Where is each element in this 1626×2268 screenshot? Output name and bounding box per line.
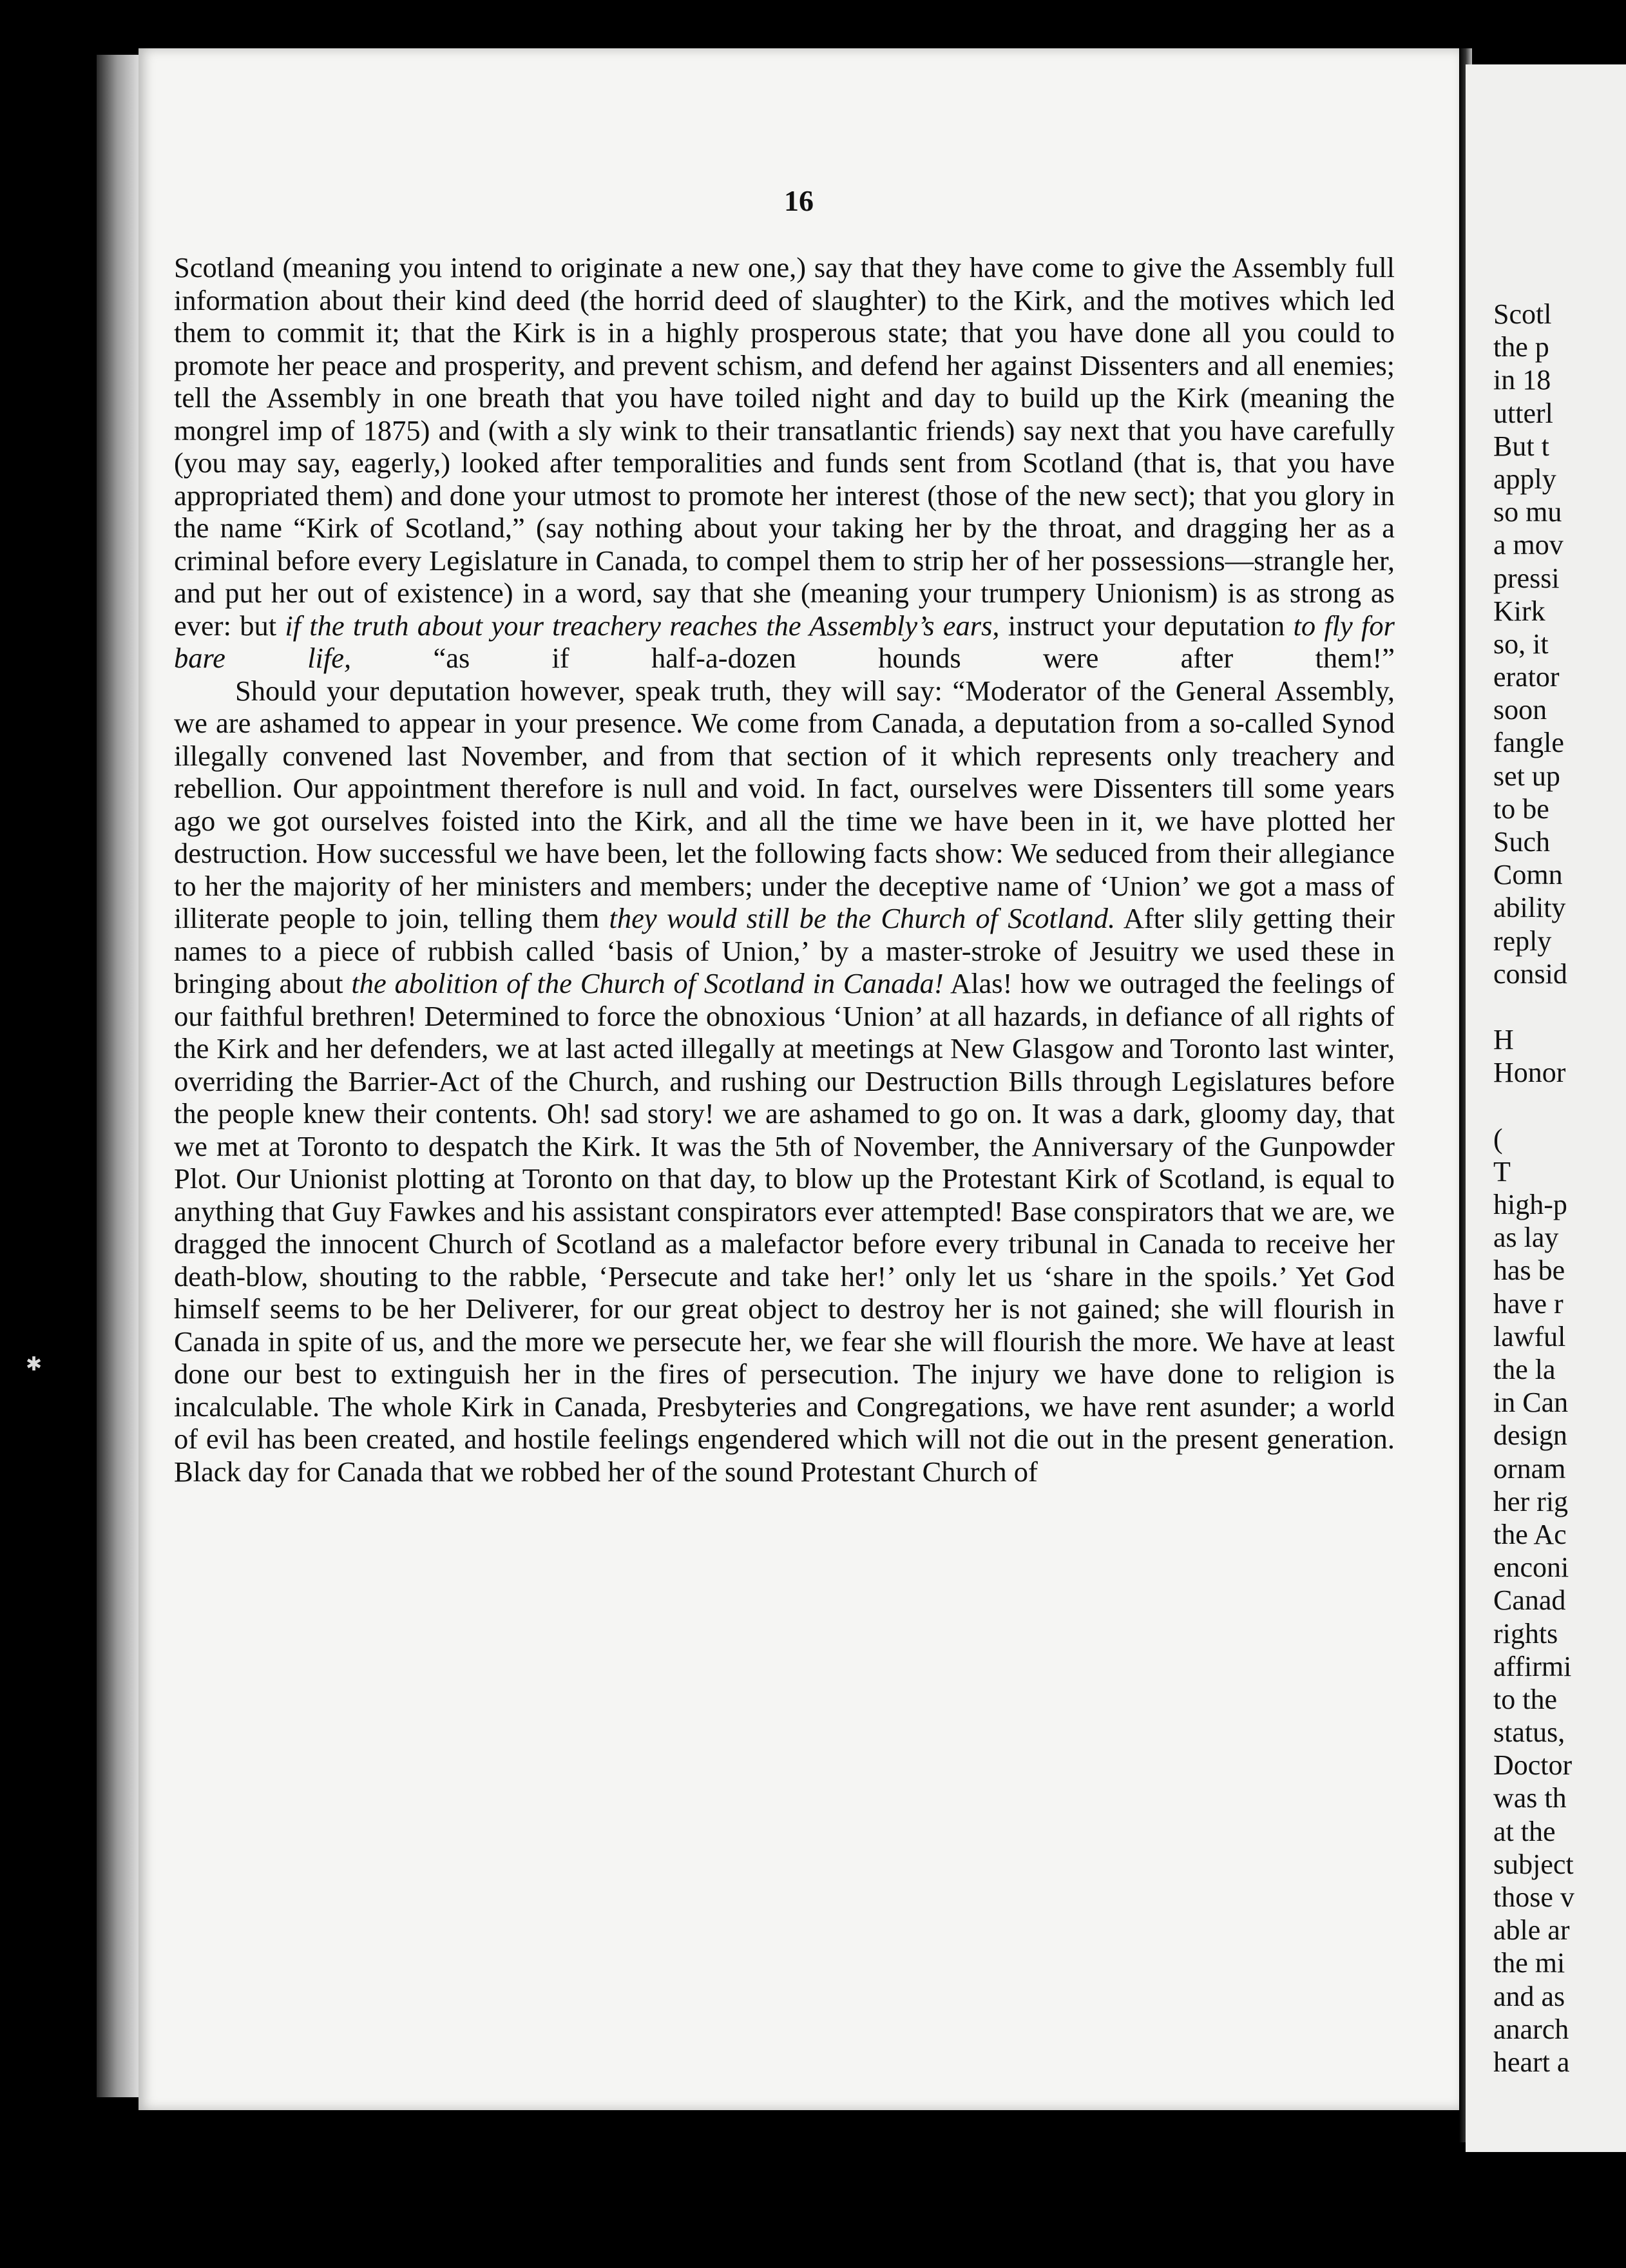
facing-page-line: soon: [1493, 694, 1547, 726]
facing-page-line: consid: [1493, 957, 1567, 990]
italic-text: they would still be the Church of Scotland.: [609, 902, 1116, 934]
facing-page-line: apply: [1493, 463, 1556, 495]
paragraph: [174, 251, 1395, 675]
facing-page-line: Comn: [1493, 859, 1563, 891]
facing-page-line: pressi: [1493, 562, 1560, 594]
facing-page-line: But t: [1493, 430, 1549, 462]
facing-page-line: have r: [1493, 1287, 1564, 1320]
body-text: [174, 251, 1395, 1488]
text-run: After slily getting their names to a piece of rubbish called ‘basis of Union,’ by a master-stroke of Jesuitry we used these in bringing about: [174, 902, 1395, 999]
facing-page-line: H: [1493, 1024, 1514, 1056]
facing-page-line: the la: [1493, 1354, 1556, 1385]
text-run: Scotland (meaning you intend to originate a new one,) say that they have come to give the Assembly full information about their kind deed (the horrid deed of slaughter) to the Kirk, and the motives which led them to commit it; that the Kirk is in a highly prosperous state; that you have done all you could to promote her peace and prosperity, and prevent schism, and defend her against Dissenters and all enemies; tell the Assembly in one breath that you have toiled night and day to build up the Kirk (meaning the mongrel imp of 1875) and (with a sly wink to their transatlantic friends) say next that you have carefully (you may say, eagerly,) looked after temporalities and funds sent from Scotland (that is, that you have appropriated them) and done your utmost to promote her interest (those of the new sect); that you glory in the name “Kirk of Scotland,” (say nothing about your taking her by the throat, and dragging her as a criminal before every Legislature in Canada, to compel them to strip her of her possessions—strangle her, and put her out of existence) in a word, say that she (meaning your trumpery Unionism) is as strong as ever: but: [174, 251, 1395, 642]
italic-text: if the truth about your treachery reaches the Assembly’s ears,: [285, 609, 1000, 642]
facing-page-line: Such: [1493, 826, 1550, 858]
facing-page-line: to the: [1493, 1683, 1557, 1715]
italic-text: the abolition of the Church of Scotland in Canada!: [351, 967, 944, 999]
facing-page-line: high-p: [1493, 1189, 1567, 1221]
facing-page-line: so, it: [1493, 628, 1549, 660]
text-run: Alas! how we outraged the feelings of our faithful brethren! Determined to force the obnoxious ‘Union’ at all hazards, in defiance of all rights of the Kirk and her defenders, we at last acted illegally at meetings at New Glasgow and Toronto last winter, overriding the Barrier-Act of the Church, and rushing our Destruction Bills through Legislatures before the people knew their contents. Oh! sad story! we are ashamed to go on. It was a dark, gloomy day, that we met at Toronto to despatch the Kirk. It was the 5th of November, the Anniversary of the Gunpowder Plot. Our Unionist plotting at Toronto on that day, to blow up the Protestant Kirk of Scotland, is equal to anything that Guy Fawkes and his assistant conspirators ever attempted! Base conspirators that we are, we dragged the innocent Church of Scotland as a malefactor before every tribunal in Canada to receive her death-blow, shouting to the rabble, ‘Persecute and take her!’ only let us ‘share in the spoils.’ Yet God himself seems to be her Deliverer, for our great object to destroy her is not gained; she will flourish in Canada in spite of us, and the more we persecute her, we fear she will flourish the more. We have at least done our best to extinguish her in the fires of persecution. The injury we have done to religion is incalculable. The whole Kirk in Canada, Presbyteries and Congregations, we have rent asunder; a world of evil has been created, and hostile feelings engendered which will not die out in the present generation. Black day for Canada that we robbed her of the sound Protestant Church of: [174, 967, 1395, 1488]
facing-page-line: Kirk: [1493, 595, 1545, 627]
facing-page-line: the Ac: [1493, 1518, 1567, 1550]
page-number: 16: [784, 184, 814, 217]
facing-page-line: utterl: [1493, 397, 1553, 429]
facing-page-line: rights: [1493, 1617, 1558, 1649]
facing-page-line: design: [1493, 1419, 1567, 1452]
facing-page-line: Scotl: [1493, 298, 1552, 330]
facing-page-line: [1493, 990, 1574, 1023]
facing-page-line: heart a: [1493, 2046, 1570, 2078]
facing-page-line: was th: [1493, 1782, 1567, 1814]
facing-page-line: and as: [1493, 1980, 1565, 2012]
facing-page-line: ornam: [1493, 1452, 1566, 1485]
text-run: instruct your deputation: [999, 609, 1294, 642]
facing-page-line: [1493, 1090, 1574, 1122]
text-run: Should your deputation however, speak truth, they will say: “Moderator of the General Assembly, we are ashamed to appear in your presence. We come from Canada, a deputation from a so-called Synod illegally convened last November, and from that section of it which represents only treachery and rebellion. Our appointment therefore is null and void. In fact, ourselves were Dissenters till some years ago we got ourselves foisted into the Kirk, and all the time we have been in it, we have plotted her destruction. How successful we have been, let the following facts show: We seduced from their allegiance to her the majority of her ministers and members; under the deceptive name of ‘Union’ we got a mass of illiterate people to join, telling them: [174, 674, 1395, 934]
facing-page-line: fangle: [1493, 727, 1564, 759]
facing-page-line: enconi: [1493, 1552, 1569, 1584]
facing-page-line: Canad: [1493, 1584, 1566, 1617]
facing-page-line: (: [1493, 1122, 1503, 1155]
facing-page-line: Doctor: [1493, 1749, 1573, 1782]
facing-page-line: in Can: [1493, 1387, 1569, 1419]
text-run: “as if half-a-dozen hounds were after them!”: [351, 642, 1395, 674]
facing-page-line: a mov: [1493, 529, 1564, 561]
facing-page-line: subject: [1493, 1848, 1574, 1880]
paragraph: [174, 675, 1395, 1488]
facing-page-line: erator: [1493, 661, 1560, 693]
facing-page-line: at the: [1493, 1815, 1556, 1847]
facing-page-line: set up: [1493, 760, 1560, 792]
facing-page-line: the p: [1493, 331, 1549, 363]
italic-text: to fly for bare life,: [174, 609, 1395, 674]
facing-page-line: T: [1493, 1155, 1511, 1187]
facing-page-text: [1493, 298, 1574, 2079]
facing-page-line: able ar: [1493, 1914, 1570, 1946]
facing-page-line: those v: [1493, 1881, 1574, 1913]
facing-page-line: affirmi: [1493, 1650, 1572, 1682]
facing-page-line: reply: [1493, 925, 1552, 957]
facing-page-line: the mi: [1493, 1947, 1565, 1979]
facing-page-line: her rig: [1493, 1485, 1569, 1517]
facing-page-line: lawful: [1493, 1320, 1566, 1352]
facing-page-line: Honor: [1493, 1057, 1566, 1089]
facing-page-line: as lay: [1493, 1222, 1559, 1254]
facing-page-line: anarch: [1493, 2013, 1569, 2045]
facing-page-line: in 18: [1493, 364, 1551, 396]
scan-speck: ✱: [26, 1354, 43, 1375]
facing-page-line: has be: [1493, 1254, 1565, 1287]
facing-page-line: ability: [1493, 892, 1566, 924]
facing-page-line: status,: [1493, 1716, 1565, 1749]
facing-page-line: so mu: [1493, 496, 1562, 528]
facing-page-line: to be: [1493, 793, 1549, 825]
